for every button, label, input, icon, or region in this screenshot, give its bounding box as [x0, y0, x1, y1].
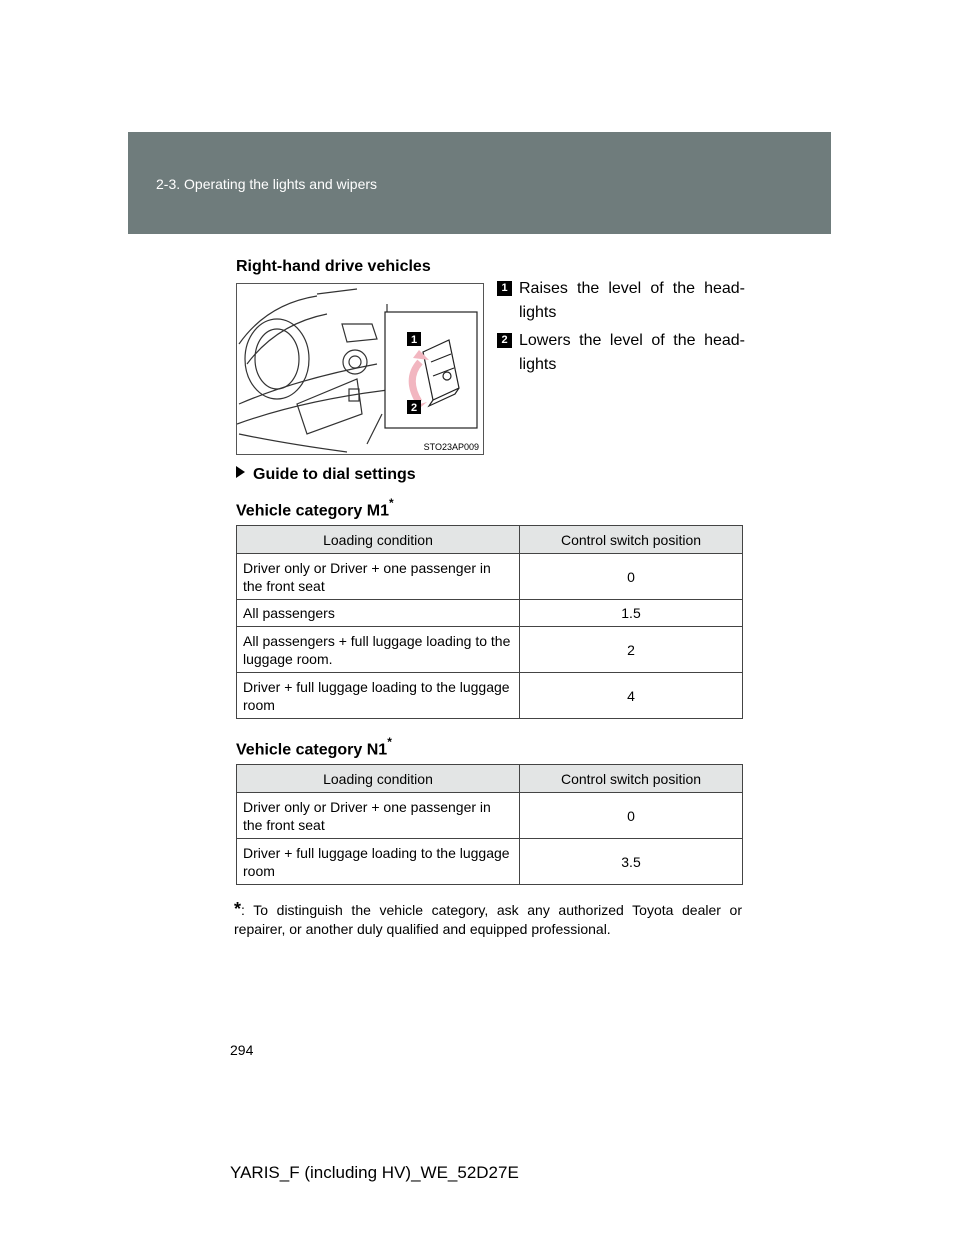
- table-row: [237, 673, 743, 719]
- condition-cell: All passengers + full luggage loading to the luggage room.: [237, 627, 520, 673]
- m1-heading: [236, 498, 394, 520]
- n1-table: [236, 764, 743, 885]
- n1-title: Vehicle category N1: [236, 741, 388, 759]
- table-header-row: [237, 526, 743, 554]
- m1-title: Vehicle category M1: [236, 502, 389, 520]
- m1-star: *: [388, 496, 394, 510]
- guide-heading: [236, 466, 416, 484]
- column-header: Control switch position: [520, 526, 743, 554]
- condition-cell: Driver + full luggage loading to the luggage room: [237, 673, 520, 719]
- callout-text: Raises the level of the head-lights: [519, 280, 745, 321]
- document-id: YARIS_F (including HV)_WE_52D27E: [230, 1163, 519, 1182]
- table-row: [237, 793, 743, 839]
- section-title: 2-3. Operating the lights and wipers: [156, 176, 378, 192]
- footnote: [234, 900, 742, 939]
- page-number: 294: [230, 1042, 254, 1058]
- callout-text: Lowers the level of the head-lights: [519, 332, 745, 373]
- position-cell: 2: [520, 627, 743, 673]
- column-header: Control switch position: [520, 765, 743, 793]
- triangle-bullet-icon: [236, 466, 245, 478]
- figure-label-1: 1: [410, 334, 418, 346]
- table-row: [237, 554, 743, 600]
- condition-cell: All passengers: [237, 600, 520, 627]
- callout-item: [497, 329, 745, 377]
- column-header: Loading condition: [237, 526, 520, 554]
- callout-item: [497, 277, 745, 325]
- footnote-star: *: [234, 899, 242, 919]
- dashboard-illustration: [236, 283, 484, 455]
- guide-text: Guide to dial settings: [253, 466, 416, 483]
- position-cell: 0: [520, 554, 743, 600]
- table-row: [237, 600, 743, 627]
- dashboard-drawing: [237, 284, 483, 454]
- callout-number: 2: [497, 333, 512, 348]
- callout-number: 1: [497, 281, 512, 296]
- table-row: [237, 839, 743, 885]
- condition-cell: Driver only or Driver + one passenger in the front seat: [237, 793, 520, 839]
- position-cell: 4: [520, 673, 743, 719]
- n1-heading: [236, 737, 392, 759]
- table-header-row: [237, 765, 743, 793]
- column-header: Loading condition: [237, 765, 520, 793]
- header-band: [128, 132, 831, 234]
- m1-table: [236, 525, 743, 719]
- position-cell: 0: [520, 793, 743, 839]
- subheading: Right-hand drive vehicles: [236, 258, 431, 275]
- callout-list: [497, 277, 745, 381]
- figure-code: STO23AP009: [423, 442, 479, 452]
- position-cell: 3.5: [520, 839, 743, 885]
- condition-cell: Driver only or Driver + one passenger in the front seat: [237, 554, 520, 600]
- position-cell: 1.5: [520, 600, 743, 627]
- figure-label-2: 2: [410, 402, 418, 414]
- table-row: [237, 627, 743, 673]
- n1-star: *: [387, 735, 392, 749]
- condition-cell: Driver + full luggage loading to the luggage room: [237, 839, 520, 885]
- footnote-text: : To distinguish the vehicle category, ask any authorized Toyota dealer or repairer, or another duly qualified and equipped professional.: [234, 902, 742, 937]
